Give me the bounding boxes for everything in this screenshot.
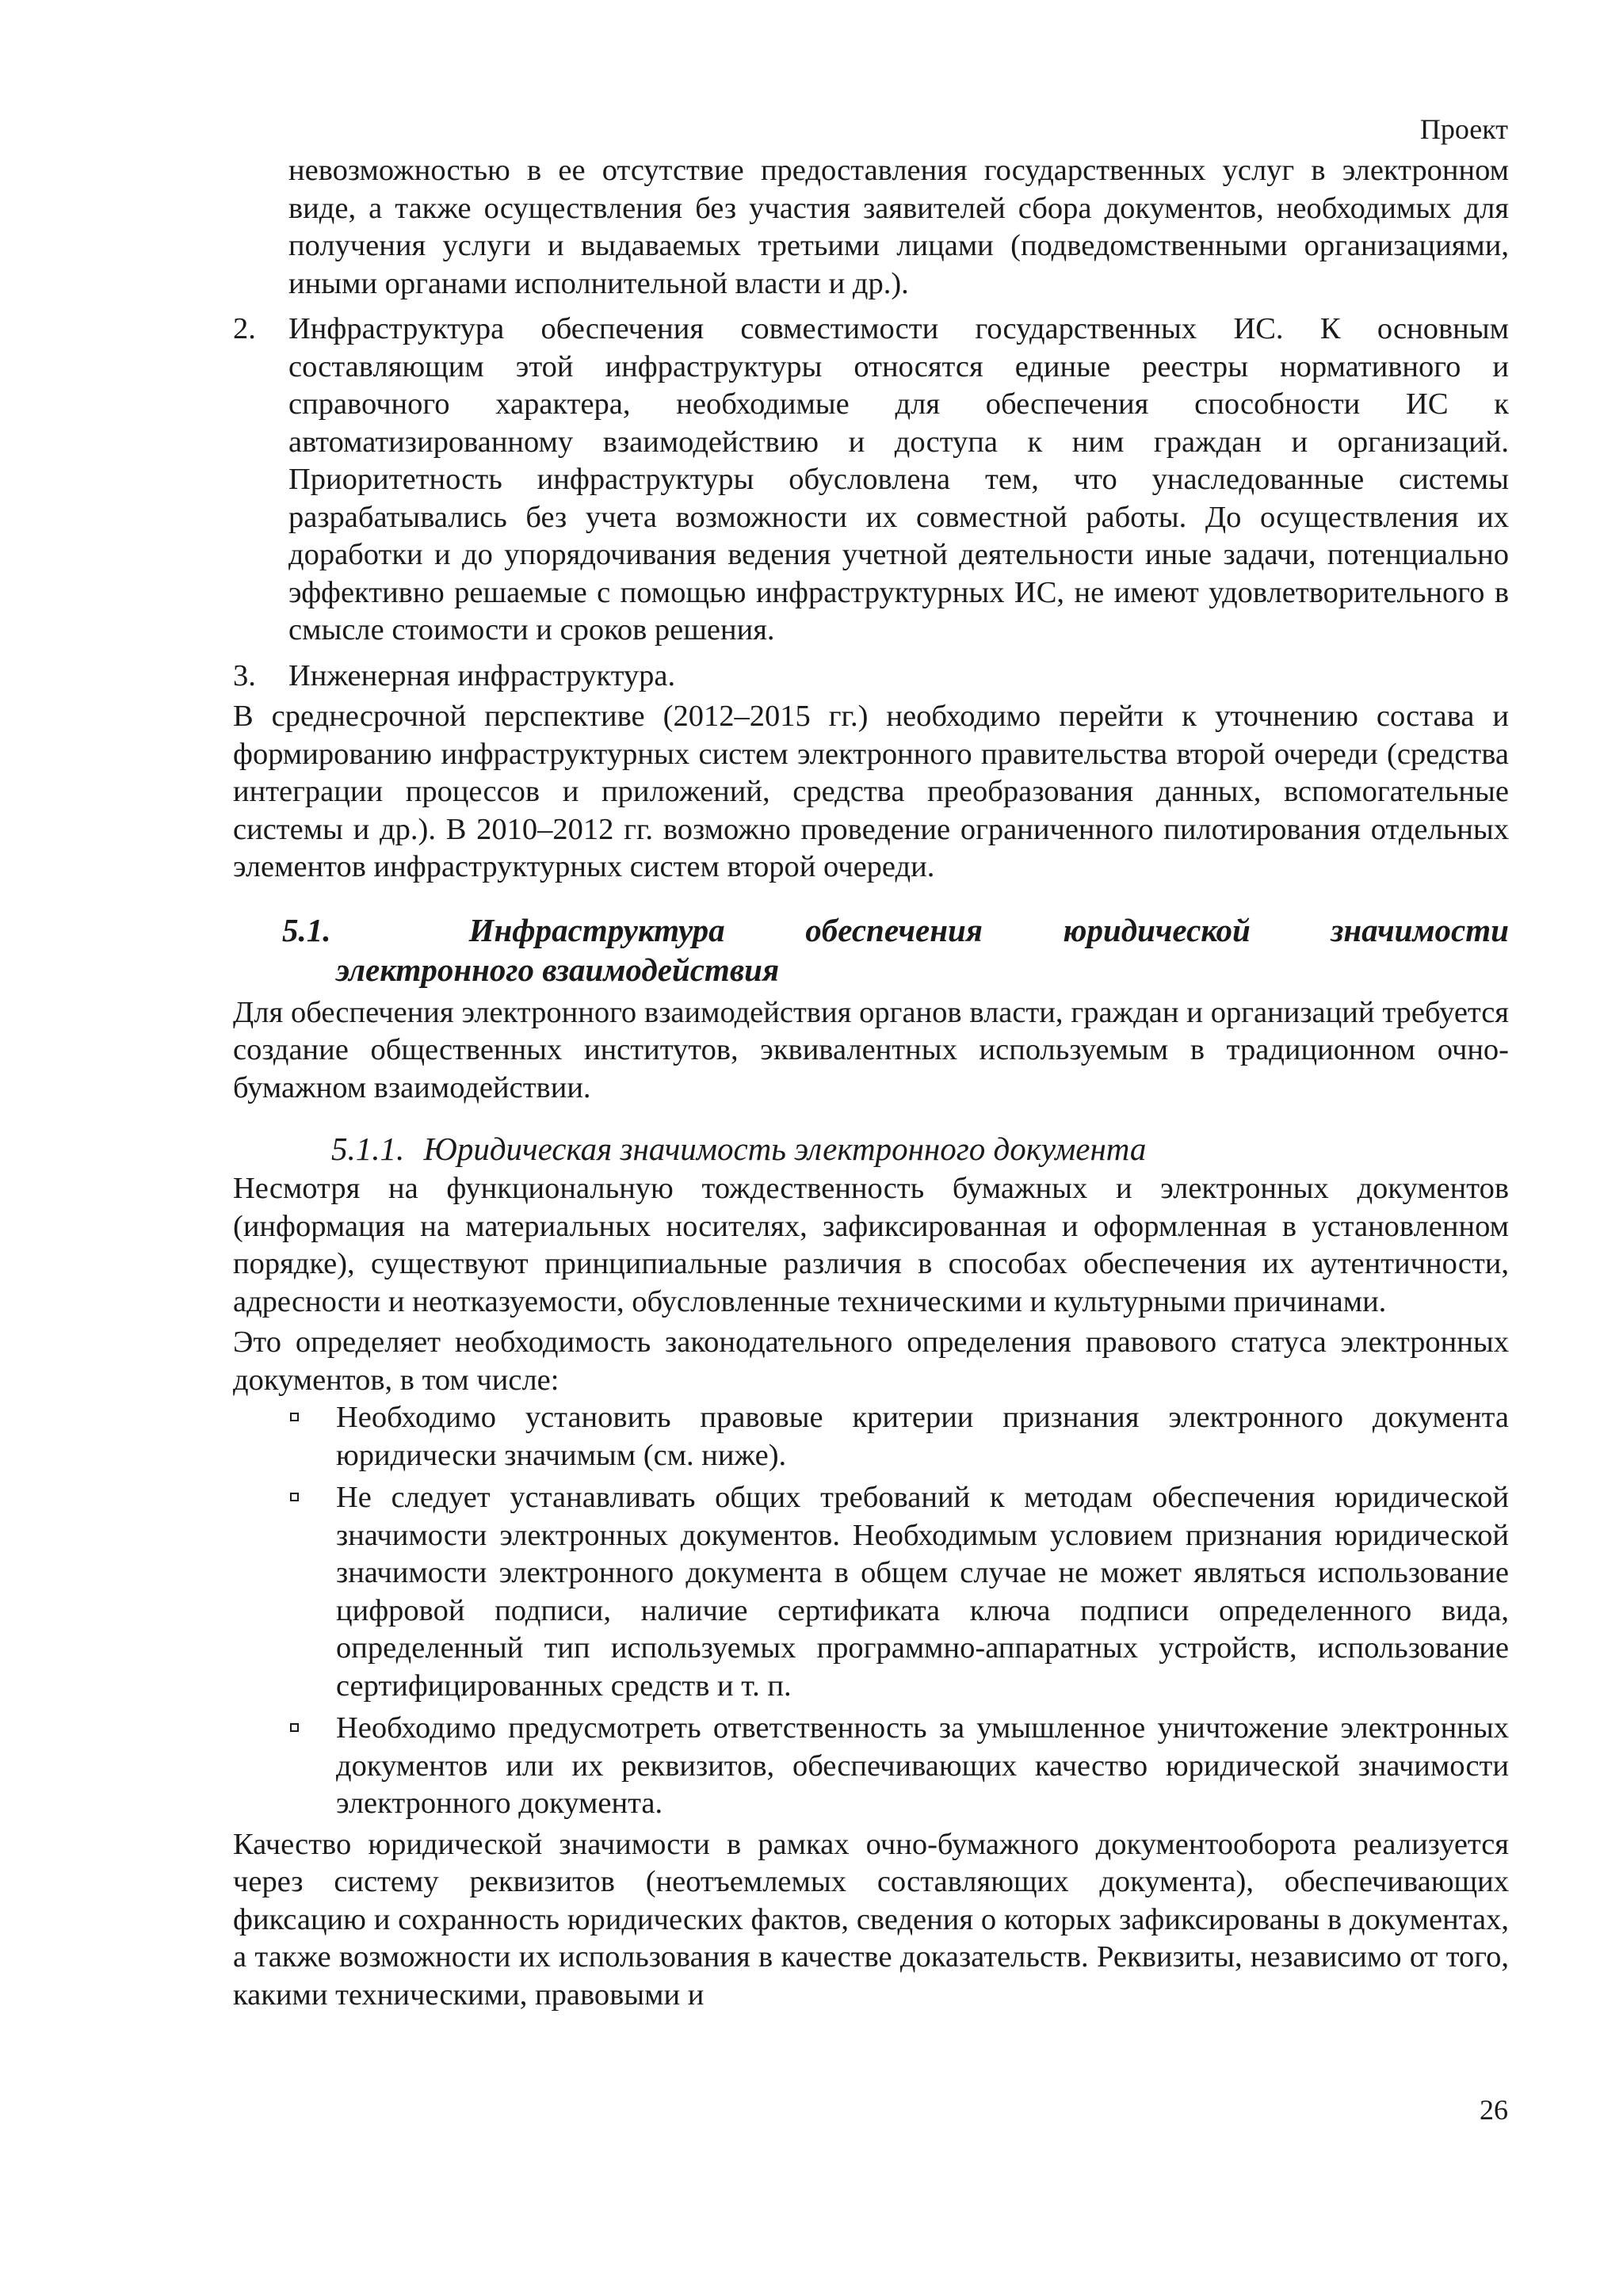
bullet-item xyxy=(233,1710,1509,1823)
square-bullet-icon xyxy=(233,1479,336,1705)
section-5-1-1-paragraph-3: Качество юридической значимости в рамках очно-бумажного документооборота реализуется через систему реквизитов (неотъемлемых составляющих документа), обеспечивающих фиксацию и сохранность юридических фактов, сведения о которых зафиксированы в документах, а также возможности их использования в качестве доказательств. Реквизиты, независимо от того, какими техническими, правовыми и xyxy=(233,1827,1509,2012)
header-label: Проект xyxy=(1419,113,1508,145)
bullet-item xyxy=(233,1399,1509,1474)
heading-word: обеспечения xyxy=(805,911,983,948)
bullet-item xyxy=(233,1479,1509,1705)
page-number: 26 xyxy=(1480,2094,1508,2126)
list-item-text: Инфраструктура обеспечения совместимости государственных ИС. К основным составляющим этой инфраструктуры относятся единые реестры нормативного и справочного характера, необходимые для обеспечения способности ИС к автоматизированному взаимодействию и доступа к ним граждан и организаций. Приоритетность инфраструктуры обусловлена тем, что унаследованные системы разрабатывались без учета возможности их совместной работы. До осуществления их доработки и до упорядочивания ведения учетной деятельности иные задачи, потенциально эффективно решаемые с помощью инфраструктурных ИС, не имеют удовлетворительного в смысле стоимости и сроков решения. xyxy=(288,312,1509,646)
bullet-text: Необходимо предусмотреть ответственность за умышленное уничтожение электронных документов или их реквизитов, обеспечивающих качество юридической значимости электронного документа. xyxy=(336,1711,1509,1820)
square-bullet-icon xyxy=(233,1399,336,1474)
section-5-1-paragraph: Для обеспечения электронного взаимодействия органов власти, граждан и организаций требуется создание общественных институтов, эквивалентных используемым в традиционном очно-бумажном взаимодействии. xyxy=(233,995,1509,1104)
list-item-3 xyxy=(233,658,1509,696)
section-5-1-1-paragraph-2: Это определяет необходимость законодательного определения правового статуса электронных документов, в том числе: xyxy=(233,1325,1509,1397)
subsection-number: 5.1.1. xyxy=(331,1131,405,1167)
heading-word: значимости xyxy=(1331,911,1509,948)
section-heading-5-1-1 xyxy=(233,1129,1509,1169)
section-heading-5-1 xyxy=(233,910,1509,990)
square-bullet-icon xyxy=(233,1710,336,1823)
list-item-number: 3. xyxy=(233,658,256,692)
heading-line-2: электронного взаимодействия xyxy=(336,951,780,988)
list-item-number: 2. xyxy=(233,312,256,345)
list-item-text: Инженерная инфраструктура. xyxy=(288,658,676,692)
list-item-2 xyxy=(233,311,1509,650)
medium-term-paragraph: В среднесрочной перспективе (2012–2015 гг.) необходимо перейти к уточнению состава и формированию инфраструктурных систем электронного правительства второй очереди (средства интеграции процессов и приложений, средства преобразования данных, вспомогательные системы и др.). В 2010–2012 гг. возможно проведение ограниченного пилотирования отдельных элементов инфраструктурных систем второй очереди. xyxy=(233,700,1509,883)
document-body xyxy=(233,152,1509,2014)
intro-continuation-paragraph: невозможностью в ее отсутствие предоставления государственных услуг в электронном виде, а также осуществления без участия заявителей сбора документов, необходимых для получения услуги и выдаваемых третьими лицами (подведомственными организациями, иными органами исполнительной власти и др.). xyxy=(288,154,1509,300)
subsection-title: Юридическая значимость электронного документа xyxy=(423,1131,1147,1167)
bullet-text: Необходимо установить правовые критерии признания электронного документа юридически значимым (см. ниже). xyxy=(336,1401,1509,1472)
section-5-1-1-paragraph-1: Несмотря на функциональную тождественность бумажных и электронных документов (информация на материальных носителях, зафиксированная и оформленная в установленном порядке), существуют принципиальные различия в способах обеспечения их аутентичности, адресности и неотказуемости, обусловленные техническими и культурными причинами. xyxy=(233,1172,1509,1318)
heading-word: юридической xyxy=(1063,911,1251,948)
section-number: 5.1. xyxy=(282,911,331,948)
heading-word: Инфраструктура xyxy=(468,911,725,948)
bullet-text: Не следует устанавливать общих требований к методам обеспечения юридической значимости электронных документов. Необходимым условием признания юридической значимости электронного документа в общем случае не может являться использование цифровой подписи, наличие сертификата ключа подписи определенного вида, определенный тип используемых программно-аппаратных устройств, использование сертифицированных средств и т. п. xyxy=(336,1481,1509,1703)
